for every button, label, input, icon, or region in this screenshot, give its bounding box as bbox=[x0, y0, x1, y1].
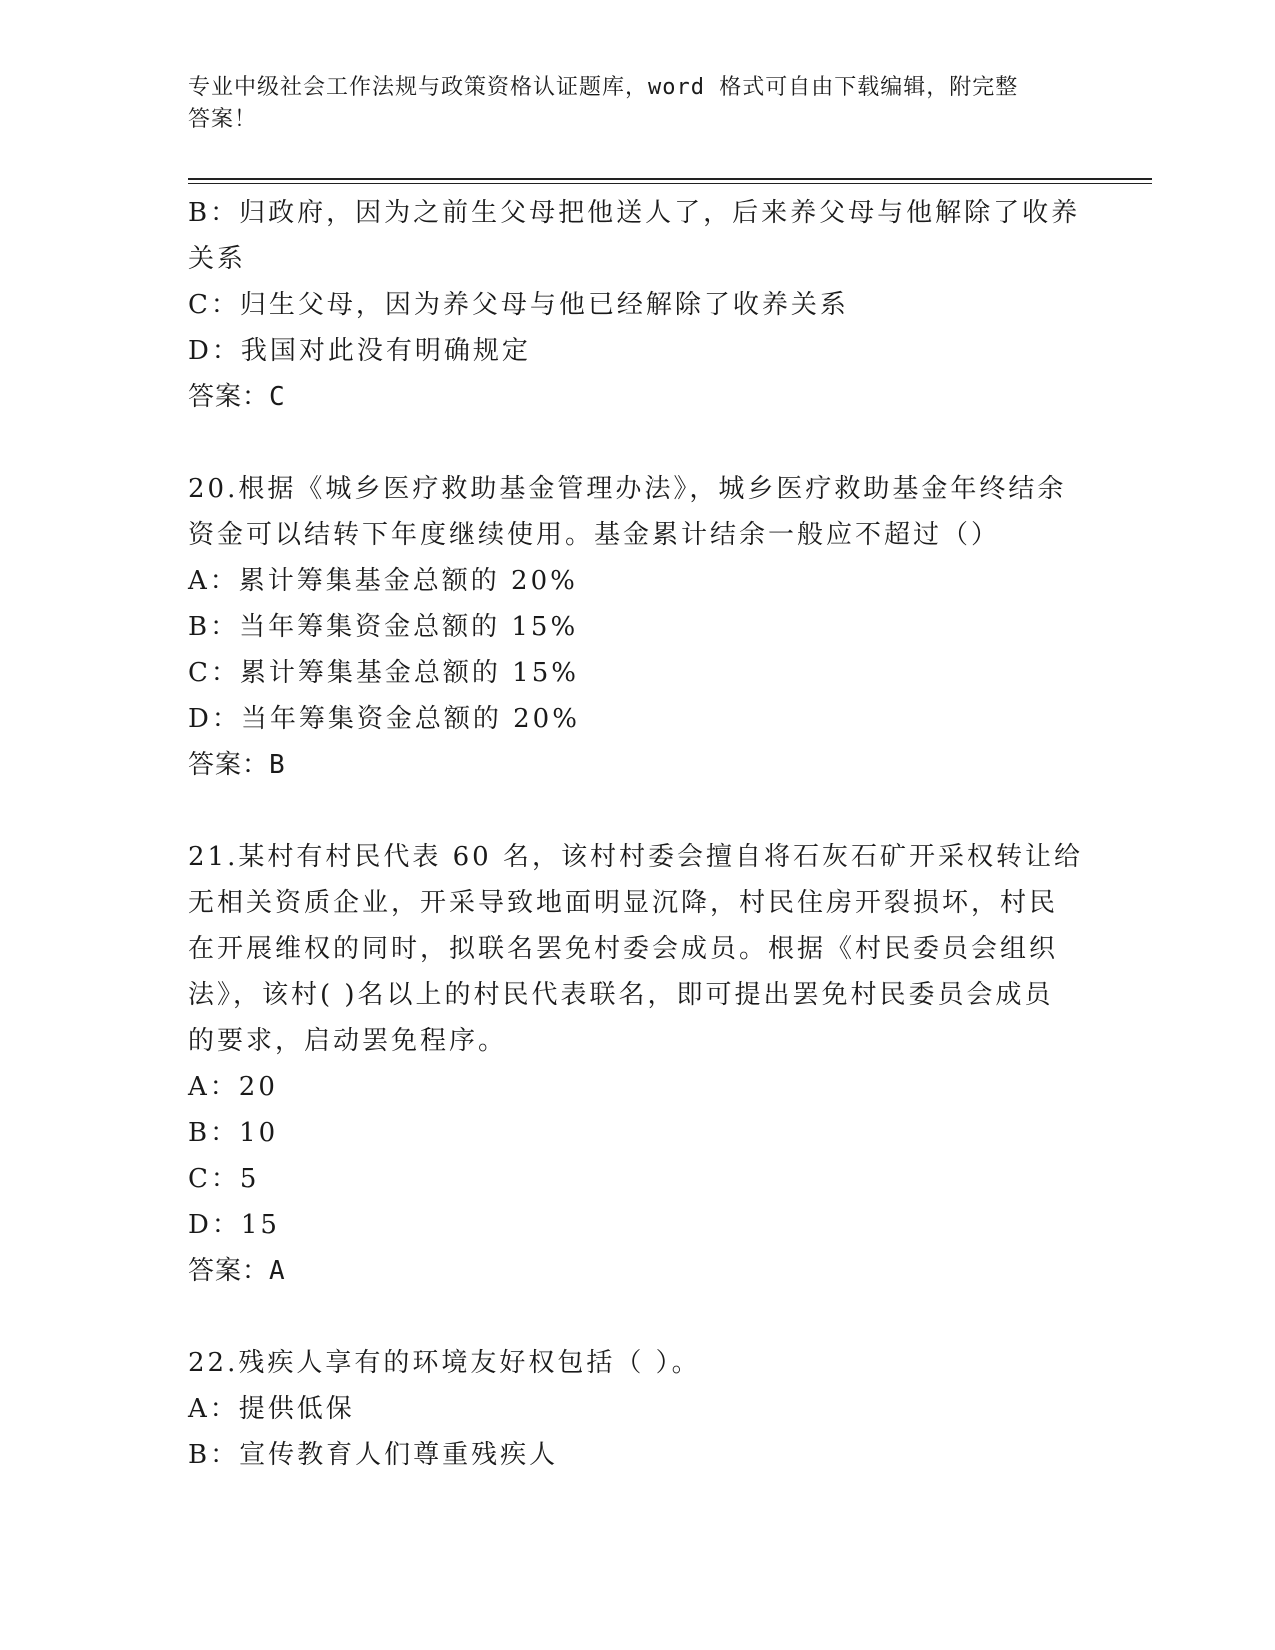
question-block bbox=[188, 190, 1088, 420]
header-rule-thick bbox=[188, 178, 1152, 180]
header-line-1: 专业中级社会工作法规与政策资格认证题库，word 格式可自由下载编辑，附完整 bbox=[188, 75, 1019, 100]
question-line: B：归政府，因为之前生父母把他送人了，后来养父母与他解除了收养 bbox=[188, 198, 1081, 228]
answer-line: 答案：C bbox=[188, 382, 286, 412]
question-line: 资金可以结转下年度继续使用。基金累计结余一般应不超过（） bbox=[188, 520, 1001, 550]
block-gap bbox=[188, 788, 1088, 834]
question-line: A：20 bbox=[188, 1072, 278, 1102]
question-line: 21.某村有村民代表 60 名，该村村委会擅自将石灰石矿开采权转让给 bbox=[188, 842, 1083, 872]
header-rule-thin bbox=[188, 183, 1152, 184]
question-line: 的要求，启动罢免程序。 bbox=[188, 1026, 508, 1056]
question-line: 20.根据《城乡医疗救助基金管理办法》，城乡医疗救助基金年终结余 bbox=[188, 474, 1067, 504]
question-line: 法》，该村( )名以上的村民代表联名，即可提出罢免村民委员会成员 bbox=[188, 980, 1054, 1010]
question-content bbox=[188, 190, 1088, 1478]
question-line: 22.残疾人享有的环境友好权包括（ ）。 bbox=[188, 1348, 701, 1378]
question-line: B：10 bbox=[188, 1118, 279, 1148]
block-gap bbox=[188, 420, 1088, 466]
question-line: A：提供低保 bbox=[188, 1394, 355, 1424]
block-gap bbox=[188, 1294, 1088, 1340]
question-line: D：我国对此没有明确规定 bbox=[188, 336, 531, 366]
question-line: A：累计筹集基金总额的 20% bbox=[188, 566, 578, 596]
question-line: C：归生父母，因为养父母与他已经解除了收养关系 bbox=[188, 290, 849, 320]
question-line: C：累计筹集基金总额的 15% bbox=[188, 658, 579, 688]
question-block bbox=[188, 834, 1088, 1294]
question-line: D：当年筹集资金总额的 20% bbox=[188, 704, 580, 734]
question-line: B：当年筹集资金总额的 15% bbox=[188, 612, 579, 642]
question-line: 关系 bbox=[188, 244, 247, 274]
header-line-2: 答案！ bbox=[188, 107, 258, 132]
question-block bbox=[188, 466, 1088, 788]
question-line: D：15 bbox=[188, 1210, 280, 1240]
question-line: 无相关资质企业，开采导致地面明显沉降，村民住房开裂损坏，村民 bbox=[188, 888, 1059, 918]
answer-line: 答案：B bbox=[188, 750, 286, 780]
question-block bbox=[188, 1340, 1088, 1478]
page-header bbox=[188, 72, 1068, 136]
question-line: 在开展维权的同时，拟联名罢免村委会成员。根据《村民委员会组织 bbox=[188, 934, 1059, 964]
question-line: B：宣传教育人们尊重残疾人 bbox=[188, 1440, 559, 1470]
answer-line: 答案：A bbox=[188, 1256, 286, 1286]
question-line: C：5 bbox=[188, 1164, 260, 1194]
